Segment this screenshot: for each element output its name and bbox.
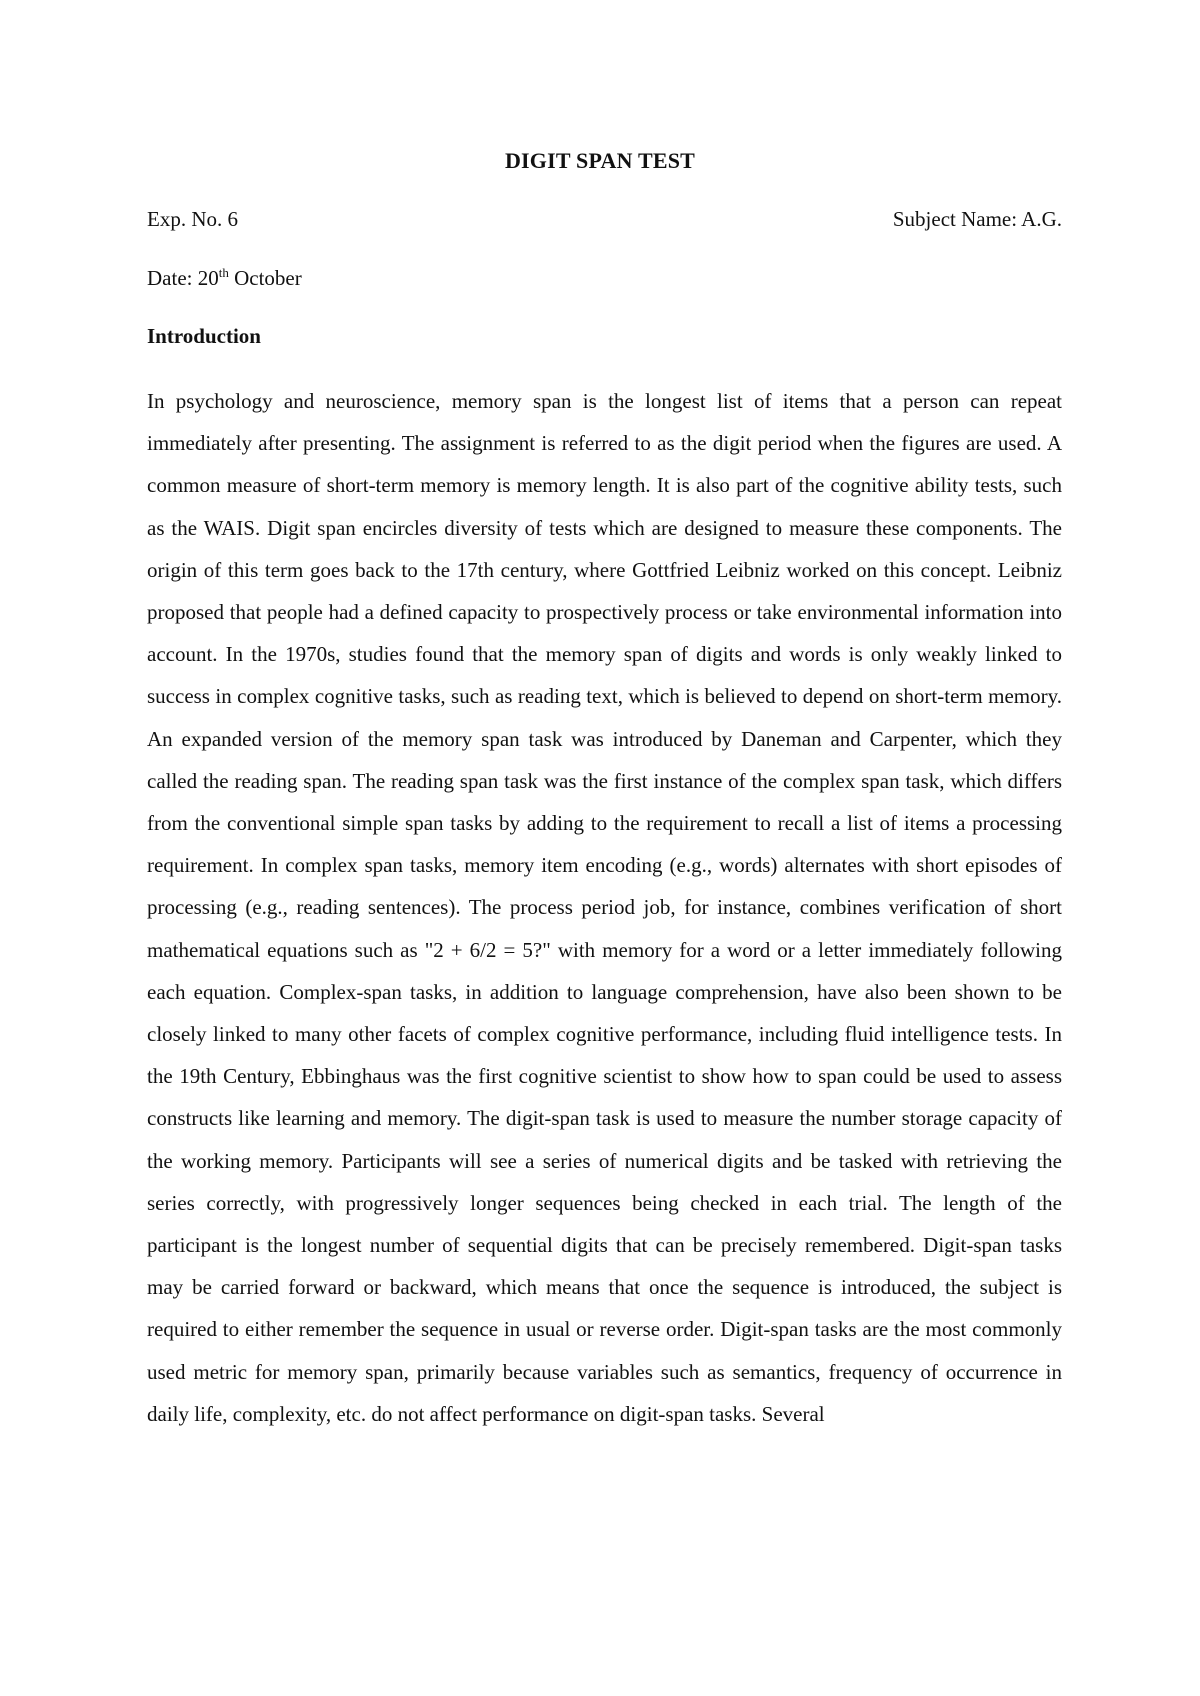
date-ordinal-suffix: th (218, 265, 229, 280)
document-title: DIGIT SPAN TEST (504, 148, 696, 173)
experiment-number: Exp. No. 6 (147, 207, 238, 231)
date-month: October (228, 266, 302, 290)
introduction-heading: Introduction (147, 324, 261, 348)
experiment-meta-row (147, 207, 1062, 232)
introduction-paragraph: In psychology and neuroscience, memory span is the longest list of items that a person can repeat immediately after presenting. The assignment is referred to as the digit period when the figures are used. A common measure of short-term memory is memory length. It is also part of the cognitive ability tests, such as the WAIS. Digit span encircles diversity of tests which are designed to measure these components. The origin of this term goes back to the 17th century, where Gottfried Leibniz worked on this concept. Leibniz proposed that people had a defined capacity to prospectively process or take environmental information into account. In the 1970s, studies found that the memory span of digits and words is only weakly linked to success in complex cognitive tasks, such as reading text, which is believed to depend on short-term memory. An expanded version of the memory span task was introduced by Daneman and Carpenter, which they called the reading span. The reading span task was the first instance of the complex span task, which differs from the conventional simple span tasks by adding to the requirement to recall a list of items a processing requirement. In complex span tasks, memory item encoding (e.g., words) alternates with short episodes of processing (e.g., reading sentences). The process period job, for instance, combines verification of short mathematical equations such as "2 + 6/2 = 5?" with memory for a word or a letter immediately following each equation. Complex-span tasks, in addition to language comprehension, have also been shown to be closely linked to many other facets of complex cognitive performance, including fluid intelligence tests. In the 19th Century, Ebbinghaus was the first cognitive scientist to show how to span could be used to assess constructs like learning and memory. The digit-span task is used to measure the number storage capacity of the working memory. Participants will see a series of numerical digits and be tasked with retrieving the series correctly, with progressively longer sequences being checked in each trial. The length of the participant is the longest number of sequential digits that can be precisely remembered. Digit-span tasks may be carried forward or backward, which means that once the sequence is introduced, the subject is required to either remember the sequence in usual or reverse order. Digit-span tasks are the most commonly used metric for memory span, primarily because variables such as semantics, frequency of occurrence in daily life, complexity, etc. do not affect performance on digit-span tasks. Several (147, 389, 1062, 1426)
date-line (147, 266, 302, 291)
date-prefix: Date: 20 (147, 266, 219, 290)
subject-name: Subject Name: A.G. (892, 207, 1062, 231)
